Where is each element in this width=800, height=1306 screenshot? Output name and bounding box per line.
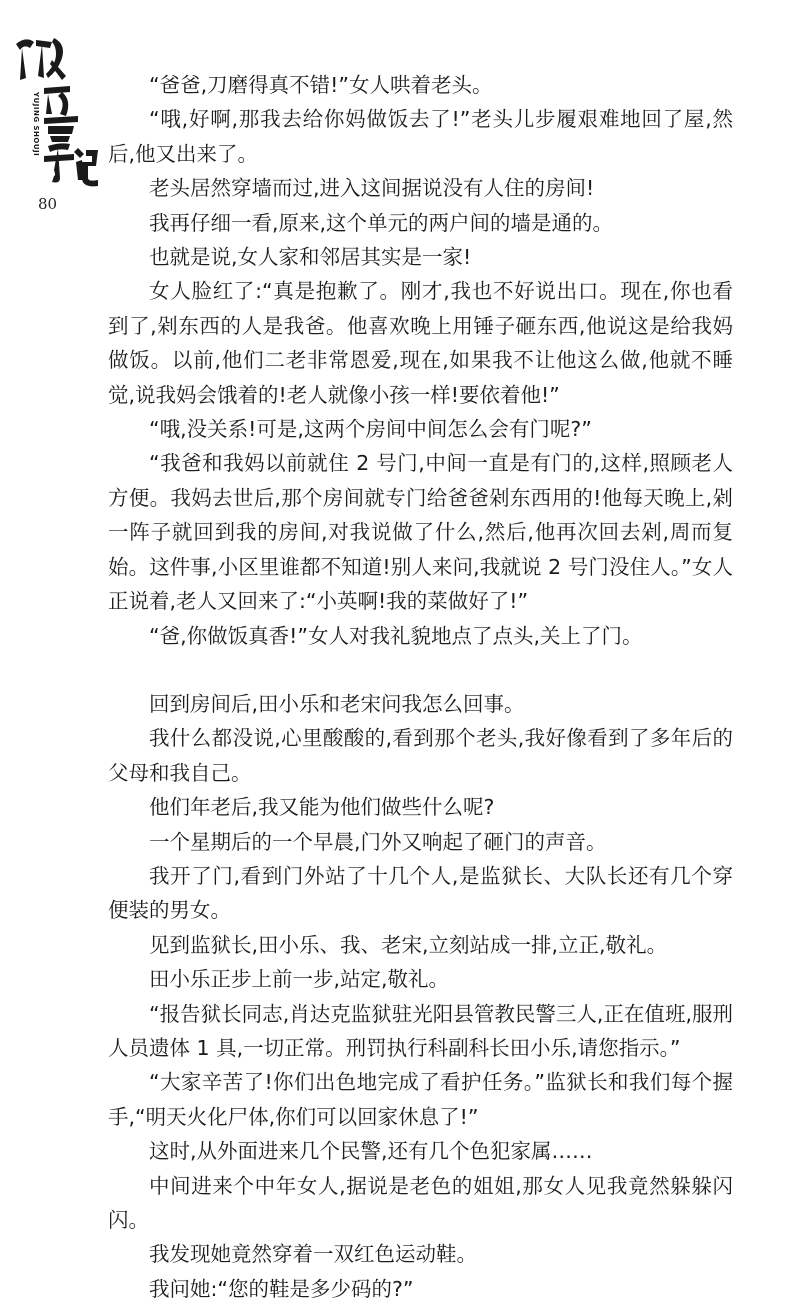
paragraph: 我发现她竟然穿着一双红色运动鞋。 bbox=[149, 1242, 477, 1267]
paragraph: “大家辛苦了!你们出色地完成了看护任务。”监狱长和我们每个握手,“明天火化尸体,你们可以回家休息了!” bbox=[108, 1070, 733, 1129]
paragraph: 老头居然穿墙而过,进入这间据说没有人住的房间! bbox=[149, 176, 595, 201]
paragraph: 一个星期后的一个早晨,门外又响起了砸门的声音。 bbox=[149, 829, 607, 854]
paragraph: 中间进来个中年女人,据说是老色的姐姐,那女人见我竟然躲躲闪闪。 bbox=[108, 1173, 733, 1232]
section-break bbox=[108, 653, 733, 687]
paragraph: 见到监狱长,田小乐、我、老宋,立刻站成一排,立正,敬礼。 bbox=[149, 932, 668, 957]
paragraph: 田小乐正步上前一步,站定,敬礼。 bbox=[149, 967, 450, 992]
body-text bbox=[108, 68, 733, 1306]
book-title-calligraphy-icon bbox=[8, 30, 100, 190]
book-title-logo bbox=[8, 30, 100, 190]
paragraph: 我开了门,看到门外站了十几个人,是监狱长、大队长还有几个穿便装的男女。 bbox=[108, 863, 733, 923]
paragraph: “爸,你做饭真香!”女人对我礼貌地点了点头,关上了门。 bbox=[149, 623, 643, 648]
paragraph: 女人脸红了:“真是抱歉了。刚才,我也不好说出口。现在,你也看到了,剁东西的人是我爸。他喜欢晚上用锤子砸东西,他说这是给我妈做饭。以前,他们二老非常恩爱,现在,如果我不让他这么做,他就不睡觉,说我妈会饿着的!老人就像小孩一样!要依着他!” bbox=[108, 279, 733, 407]
paragraph: “爸爸,刀磨得真不错!”女人哄着老头。 bbox=[149, 73, 493, 97]
paragraph: 我什么都没说,心里酸酸的,看到那个老头,我好像看到了多年后的父母和我自己。 bbox=[108, 726, 733, 785]
paragraph: “哦,没关系!可是,这两个房间中间怎么会有门呢?” bbox=[149, 417, 592, 442]
paragraph: “我爸和我妈以前就住 2 号门,中间一直是有门的,这样,照顾老人方便。我妈去世后,那个房间就专门给爸爸剁东西用的!他每天晚上,剁一阵子就回到我的房间,对我说做了什么,然后,他再次回去剁,周而复始。这件事,小区里谁都不知道!别人来问,我就说 2 号门没住人。”女人正说着,老人又回来了:“小英啊!我的菜做好了!” bbox=[108, 451, 733, 614]
paragraph: “哦,好啊,那我去给你妈做饭去了!”老头儿步履艰难地回了屋,然后,他又出来了。 bbox=[108, 107, 733, 166]
paragraph: 我问她:“您的鞋是多少码的?” bbox=[149, 1276, 414, 1301]
paragraph: “报告狱长同志,肖达克监狱驻光阳县管教民警三人,正在值班,服刑人员遗体 1 具,一切正常。刑罚执行科副科长田小乐,请您指示。” bbox=[108, 1001, 733, 1060]
page-number: 80 bbox=[38, 195, 58, 213]
paragraph: 也就是说,女人家和邻居其实是一家! bbox=[149, 245, 472, 270]
paragraph: 回到房间后,田小乐和老宋问我怎么回事。 bbox=[149, 691, 525, 716]
paragraph: 这时,从外面进来几个民警,还有几个色犯家属…… bbox=[149, 1139, 593, 1164]
paragraph: 我再仔细一看,原来,这个单元的两户间的墙是通的。 bbox=[149, 210, 614, 235]
paragraph: 他们年老后,我又能为他们做些什么呢? bbox=[149, 795, 495, 820]
svg-text:YUJING SHOUJI: YUJING SHOUJI bbox=[32, 92, 40, 157]
